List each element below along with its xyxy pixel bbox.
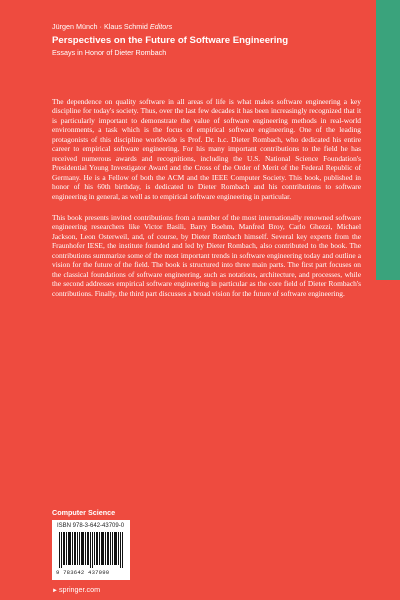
editor-separator: ·: [97, 22, 104, 31]
editors-role: Editors: [149, 22, 173, 31]
barcode-digits: 9 783642 437090: [56, 569, 110, 576]
barcode-icon: [56, 532, 126, 568]
arrow-right-icon: ►: [52, 588, 58, 594]
editor-name: Jürgen Münch: [52, 22, 98, 31]
cover-header: [52, 22, 362, 57]
subject-category: Computer Science: [52, 508, 116, 517]
publisher-url: springer.com: [58, 585, 101, 594]
publisher-link[interactable]: [52, 585, 100, 596]
blurb: [52, 97, 361, 310]
editor-name: Klaus Schmid: [103, 22, 148, 31]
blurb-paragraph: This book presents invited contributions from a number of the most internationally renowned software engineering researchers like Victor Basili, Barry Boehm, Manfred Broy, Carlo Ghezzi, Michael Jackson, Leon Osterweil, and, of course, by Dieter Rombach himself. Several key experts from the Fraunhofer IESE, the institute founded and led by Dieter Rombach, also contributed to the book. The contributions summarize some of the most important trends in software engineering today and outline a vision for the future of the field. The book is structured into three main parts. The first part focuses on the classical foundations of software engineering, such as notations, architecture, and processes, while the second addresses empirical software engineering in particular as the core field of Dieter Rombach's contributions. Finally, the third part discusses a broad vision for the future of software engineering.: [52, 212, 361, 298]
accent-stripe: [376, 0, 400, 280]
barcode-panel: [52, 520, 130, 580]
book-subtitle: Essays in Honor of Dieter Rombach: [52, 48, 167, 57]
book-title: Perspectives on the Future of Software Engineering: [52, 35, 289, 46]
isbn-label: ISBN 978-3-642-43709-0: [57, 523, 125, 529]
blurb-paragraph: The dependence on quality software in all areas of life is what makes software engineering a key discipline for today's society. Thus, over the last few decades it has been increasingly recognized that it is particularly important to demonstrate the value of software engineering methods in real-world environments, a task which is the focus of empirical software engineering. One of the leading protagonists of this discipline worldwide is Prof. Dr. h.c. Dieter Rombach, who dedicated his entire career to empirical software engineering. For his many important contributions to the field he has received numerous awards and recognitions, including the U.S. National Science Foundation's Presidential Young Investigator Award and the Cross of the Order of Merit of the Federal Republic of Germany. He is a Fellow of both the ACM and the IEEE Computer Society. This book, published in honor of his 60th birthday, is dedicated to Dieter Rombach and his contributions to software engineering in general, as well as to empirical software engineering in particular.: [52, 97, 361, 201]
editors-line: [52, 22, 362, 31]
